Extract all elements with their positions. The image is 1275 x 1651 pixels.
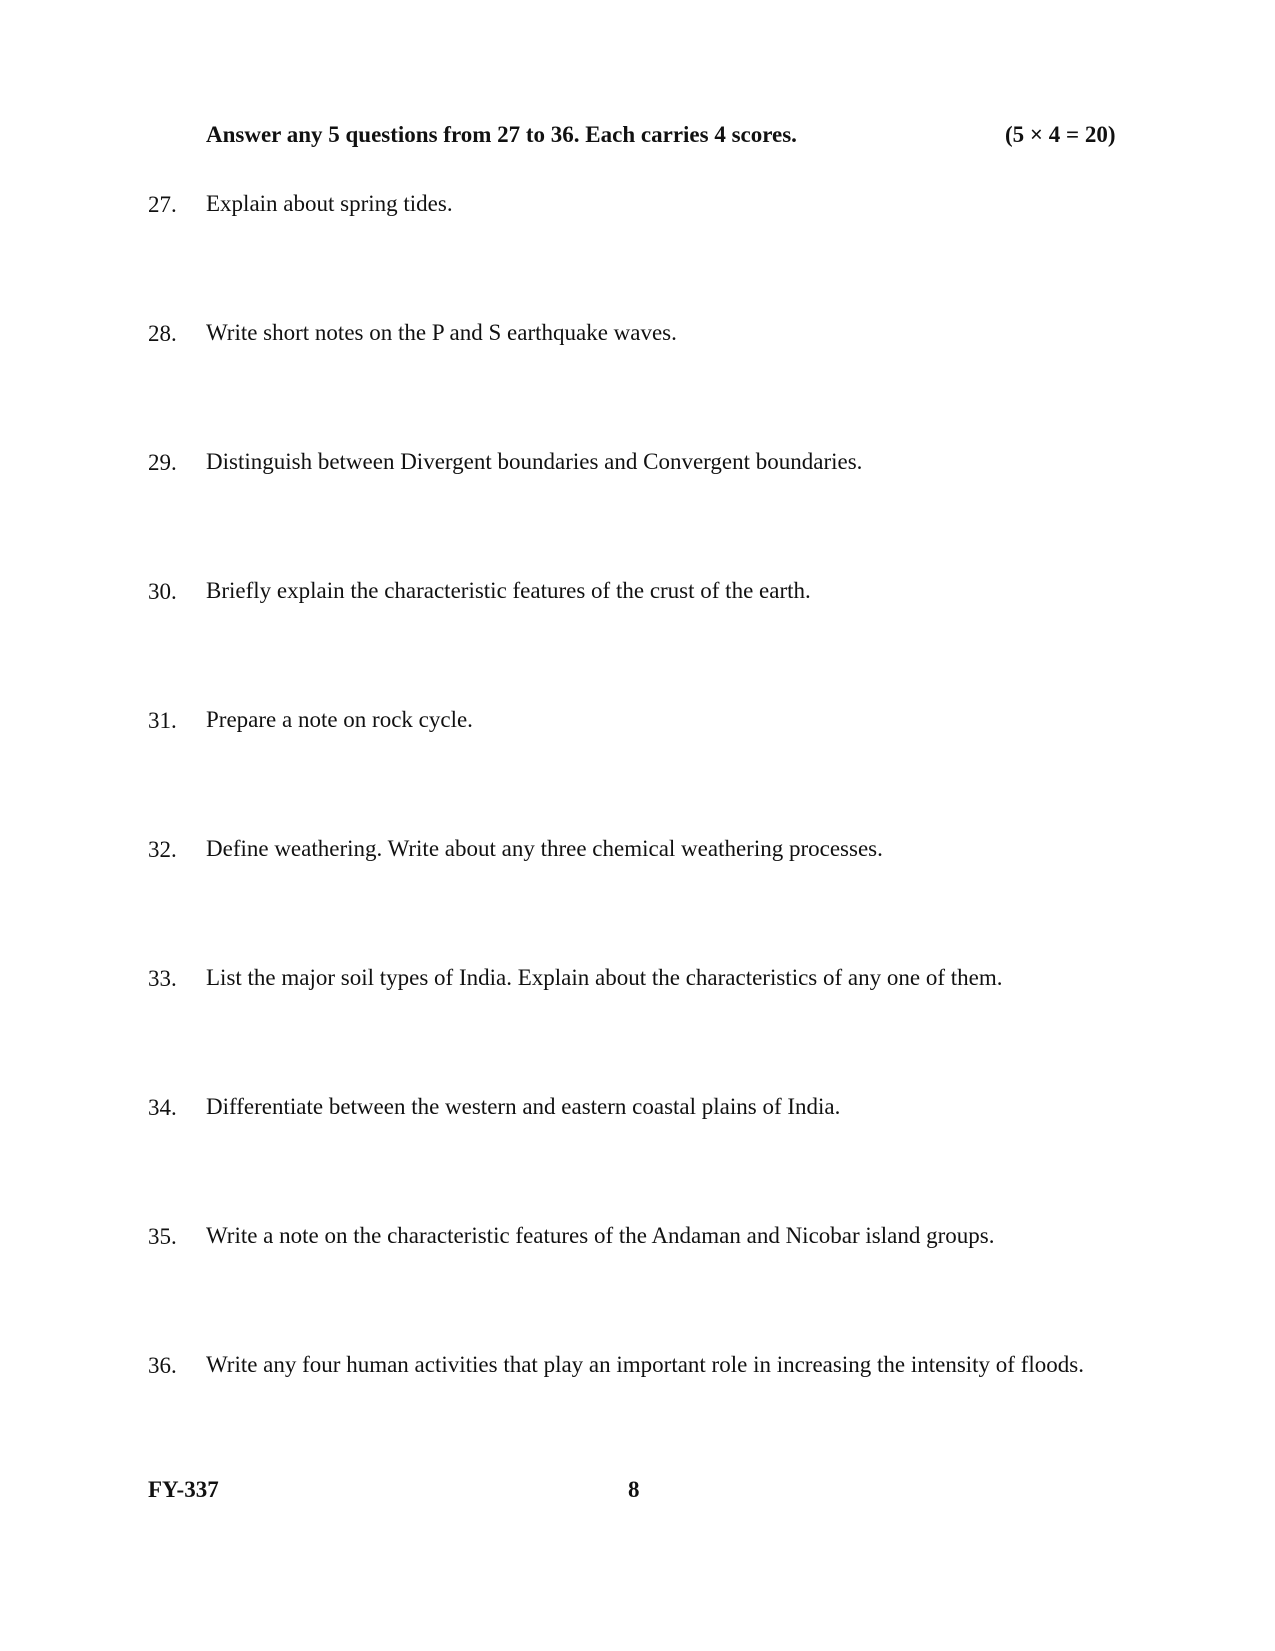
paper-code: FY-337 bbox=[148, 1477, 219, 1502]
question-text: Distinguish between Divergent boundaries and Convergent boundaries. bbox=[206, 449, 863, 474]
question-text: Explain about spring tides. bbox=[206, 191, 453, 216]
question-number: 36. bbox=[148, 1353, 177, 1378]
question-text: Write short notes on the P and S earthquake waves. bbox=[206, 320, 677, 345]
question-text: Prepare a note on rock cycle. bbox=[206, 707, 473, 732]
question-number: 29. bbox=[148, 450, 177, 475]
question-text: Write any four human activities that play an important role in increasing the intensity of floods. bbox=[206, 1352, 1084, 1377]
question-text: Differentiate between the western and eastern coastal plains of India. bbox=[206, 1094, 841, 1119]
question-text: Write a note on the characteristic features of the Andaman and Nicobar island groups. bbox=[206, 1223, 995, 1248]
question-number: 35. bbox=[148, 1224, 177, 1249]
question-text: List the major soil types of India. Explain about the characteristics of any one of them. bbox=[206, 965, 1003, 990]
section-instruction: Answer any 5 questions from 27 to 36. Each carries 4 scores. bbox=[206, 122, 797, 147]
question-number: 31. bbox=[148, 708, 177, 733]
question-number: 34. bbox=[148, 1095, 177, 1120]
page-number: 8 bbox=[628, 1477, 640, 1502]
question-number: 32. bbox=[148, 837, 177, 862]
question-text: Define weathering. Write about any three chemical weathering processes. bbox=[206, 836, 883, 861]
question-number: 30. bbox=[148, 579, 177, 604]
question-number: 33. bbox=[148, 966, 177, 991]
section-marks: (5 × 4 = 20) bbox=[1005, 122, 1116, 147]
question-text: Briefly explain the characteristic features of the crust of the earth. bbox=[206, 578, 811, 603]
question-number: 27. bbox=[148, 192, 177, 217]
question-number: 28. bbox=[148, 321, 177, 346]
